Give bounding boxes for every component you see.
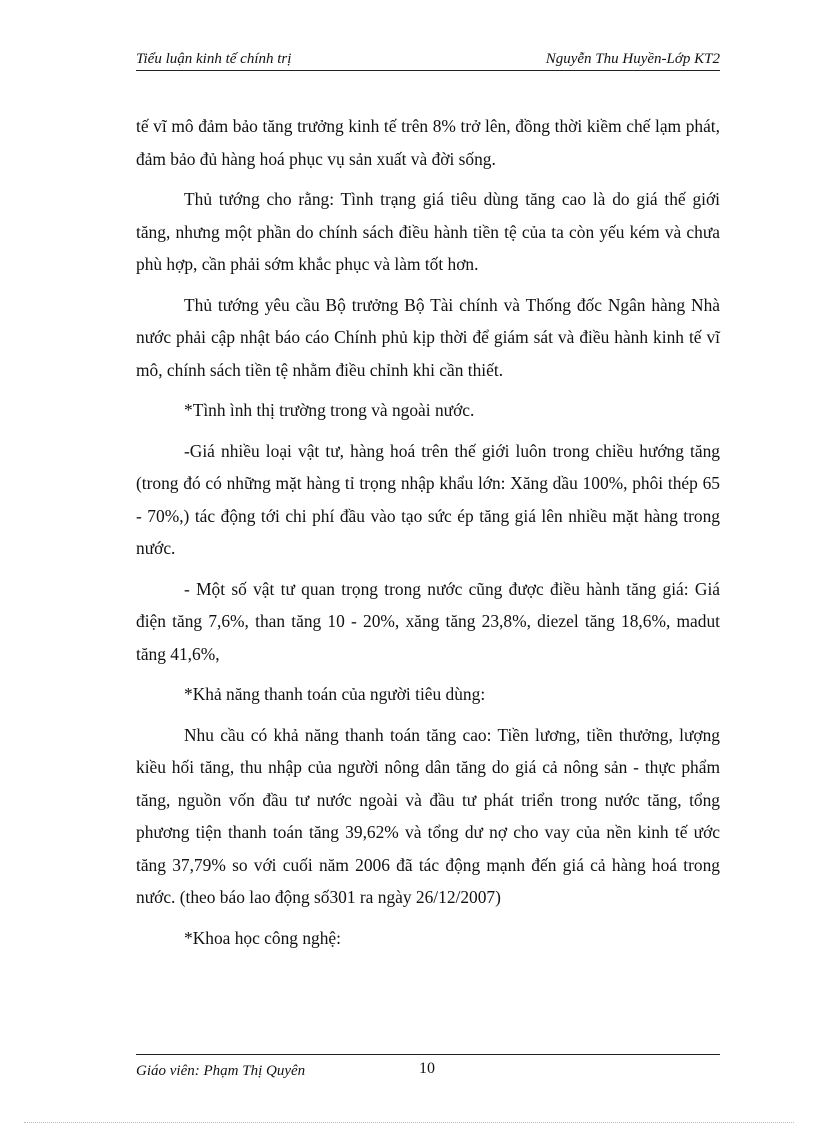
header-author: Nguyễn Thu Huyền-Lớp KT2	[545, 51, 720, 67]
page-footer	[136, 1054, 720, 1079]
page-body	[136, 110, 720, 954]
paragraph-prime-minister-request: Thủ tướng yêu cầu Bộ trưởng Bộ Tài chính và Thống đốc Ngân hàng Nhà nước phải cập nhật báo cáo Chính phủ kịp thời để giám sát và điều hành kinh tế vĩ mô, chính sách tiền tệ nhằm điều chỉnh khi cần thiết.	[136, 294, 720, 380]
footer-teacher: Giáo viên: Phạm Thị Quyên	[136, 1063, 306, 1079]
paragraph-macro-economy: tế vĩ mô đảm bảo tăng trưởng kinh tế trên 8% trở lên, đồng thời kiềm chế lạm phát, đảm bảo đủ hàng hoá phục vụ sản xuất và đời sống.	[136, 116, 720, 169]
heading-payment-capacity: *Khả năng thanh toán của người tiêu dùng:	[184, 684, 486, 704]
paragraph-payment-demand: Nhu cầu có khả năng thanh toán tăng cao: Tiền lương, tiền thưởng, lượng kiều hối tăng, thu nhập của người nông dân tăng do giá cả nông sản - thực phẩm tăng, nguồn vốn đầu tư nước ngoài và đầu tư phát triển trong nước tăng, tổng phương tiện thanh toán tăng 39,62% và tổng dư nợ cho vay của nền kinh tế ước tăng 37,79% so với cuối năm 2006 đã tác động mạnh đến giá cả hàng hoá trong nước. (theo báo lao động số301 ra ngày 26/12/2007)	[136, 724, 720, 907]
heading-science-technology: *Khoa học công nghệ:	[184, 927, 341, 948]
page-header	[136, 48, 720, 71]
paragraph-domestic-prices: - Một số vật tư quan trọng trong nước cũng được điều hành tăng giá: Giá điện tăng 7,6%, than tăng 10 - 20%, xăng tăng 23,8%, diezel tăng 18,6%, madut tăng 41,6%,	[136, 578, 720, 664]
paragraph-world-prices: -Giá nhiều loại vật tư, hàng hoá trên thế giới luôn trong chiều hướng tăng (trong đó có những mặt hàng tỉ trọng nhập khẩu lớn: Xăng dầu 100%, phôi thép 65 - 70%,) tác động tới chi phí đầu vào tạo sức ép tăng giá lên nhiều mặt hàng trong nước.	[136, 440, 720, 558]
header-document-title: Tiểu luận kinh tế chính trị	[136, 51, 292, 67]
page-number: 10	[419, 1060, 435, 1077]
heading-market-situation: *Tình ình thị trường trong và ngoài nước.	[184, 400, 475, 420]
paragraph-prime-minister-opinion: Thủ tướng cho rằng: Tình trạng giá tiêu dùng tăng cao là do giá thế giới tăng, nhưng một phần do chính sách điều hành tiền tệ của ta còn yếu kém và chưa phù hợp, cần phải sớm khắc phục và làm tốt hơn.	[136, 189, 720, 274]
